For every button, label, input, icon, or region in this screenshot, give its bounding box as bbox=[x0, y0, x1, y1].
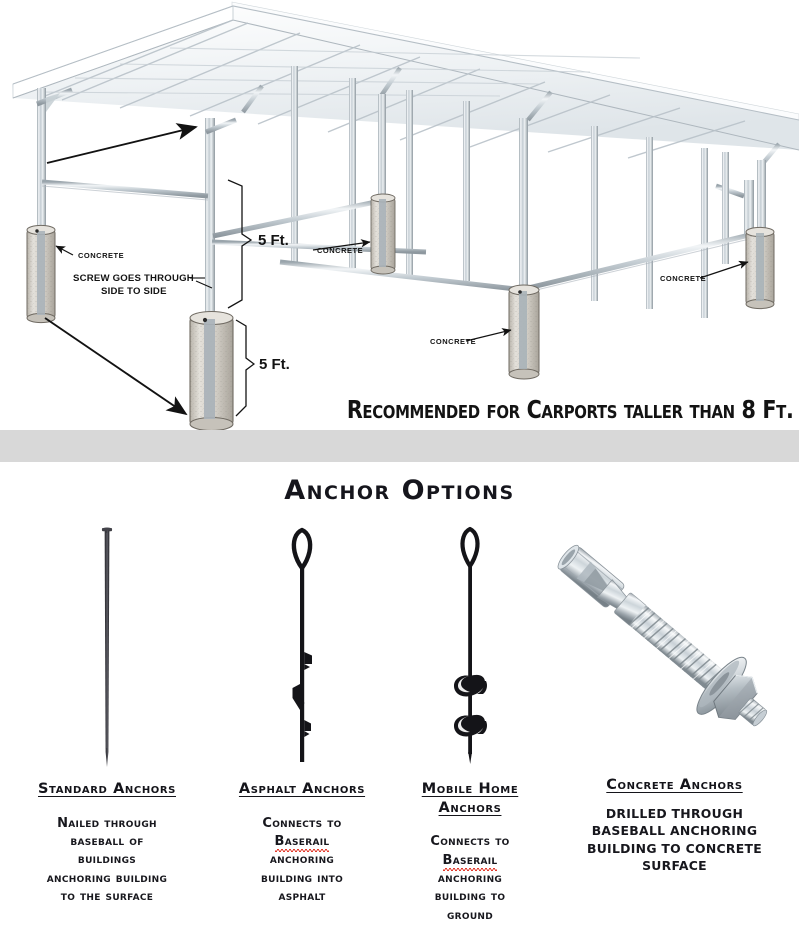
anchor-options-grid bbox=[0, 524, 799, 925]
screw-note-line-2: SIDE TO SIDE bbox=[101, 286, 167, 297]
dimension-label-upper: 5 Ft. bbox=[258, 232, 289, 249]
mobile-home-anchor-art bbox=[390, 524, 550, 774]
concrete-callout-right: CONCRETE bbox=[660, 274, 707, 283]
screw-note-line-1: SCREW GOES THROUGH bbox=[73, 273, 194, 284]
desc-line: building to bbox=[434, 889, 506, 905]
anchor-options-title: Anchor Options bbox=[284, 475, 515, 506]
concrete-anchor-description bbox=[587, 805, 762, 875]
auger-screw-icon bbox=[443, 524, 497, 769]
desc-line: to the surface bbox=[60, 889, 154, 905]
carport-illustration bbox=[0, 0, 799, 430]
dimension-bracket-lower bbox=[236, 320, 254, 416]
barbed-stake-icon bbox=[279, 524, 325, 769]
desc-line: Connects to bbox=[262, 815, 342, 831]
desc-line: anchoring bbox=[437, 871, 503, 886]
desc-line-misspelled: Baserail bbox=[275, 833, 330, 851]
concrete-footing-right bbox=[746, 227, 774, 308]
standard-anchor-heading: Standard Anchors bbox=[38, 781, 176, 797]
leader-arrows bbox=[45, 127, 196, 414]
mobile-home-anchor-description bbox=[430, 833, 509, 925]
desc-line: anchoring bbox=[269, 852, 335, 868]
concrete-callout-midright: CONCRETE bbox=[430, 337, 477, 346]
asphalt-anchor-art bbox=[214, 524, 390, 774]
concrete-anchor-heading: Concrete Anchors bbox=[606, 777, 743, 793]
desc-line: ground bbox=[446, 907, 494, 923]
concrete-footing-mid bbox=[371, 194, 395, 274]
asphalt-anchor-heading: Asphalt Anchors bbox=[238, 781, 366, 797]
roof-underside-panel bbox=[12, 6, 799, 150]
desc-line: SURFACE bbox=[642, 858, 707, 874]
carport-diagram-section bbox=[0, 0, 799, 430]
anchor-card-mobile-home[interactable] bbox=[390, 524, 550, 925]
standard-anchor-art bbox=[0, 524, 214, 774]
desc-line: BASEBALL ANCHORING bbox=[591, 823, 758, 839]
desc-line: baseball of bbox=[70, 834, 144, 849]
nail-spike-icon bbox=[87, 524, 127, 769]
desc-line: building into bbox=[260, 870, 344, 886]
dimension-label-lower: 5 Ft. bbox=[259, 356, 290, 373]
anchor-card-asphalt[interactable] bbox=[214, 524, 390, 907]
concrete-callout-midleft: CONCRETE bbox=[317, 246, 364, 255]
wedge-bolt-icon bbox=[557, 524, 792, 772]
desc-line-misspelled: Baserail bbox=[443, 852, 498, 870]
desc-line: buildings bbox=[77, 852, 137, 868]
concrete-footing-right-center bbox=[509, 285, 539, 379]
anchor-card-standard[interactable] bbox=[0, 524, 214, 907]
anchor-card-concrete[interactable] bbox=[550, 524, 799, 875]
concrete-anchor-art bbox=[550, 524, 799, 774]
concrete-footing-center-left bbox=[190, 312, 233, 431]
asphalt-anchor-description bbox=[261, 815, 343, 907]
concrete-callout-left: CONCRETE bbox=[78, 251, 125, 260]
desc-line: Connects to bbox=[430, 834, 510, 850]
mobile-home-anchor-heading: Mobile Home Anchors bbox=[421, 781, 519, 816]
desc-line: asphalt bbox=[278, 889, 326, 905]
desc-line: anchoring building bbox=[46, 870, 168, 886]
desc-line: DRILLED THROUGH bbox=[605, 805, 744, 821]
carport-tagline: Recommended for Carports taller than 8 Ft. bbox=[346, 395, 793, 424]
desc-line: Nailed through bbox=[57, 815, 157, 831]
concrete-footing-left bbox=[27, 225, 55, 322]
desc-line: BUILDING TO CONCRETE bbox=[586, 840, 763, 856]
carport-roof bbox=[10, 2, 799, 158]
section-divider bbox=[0, 430, 799, 462]
standard-anchor-description bbox=[47, 815, 167, 907]
anchor-options-section bbox=[0, 462, 799, 945]
